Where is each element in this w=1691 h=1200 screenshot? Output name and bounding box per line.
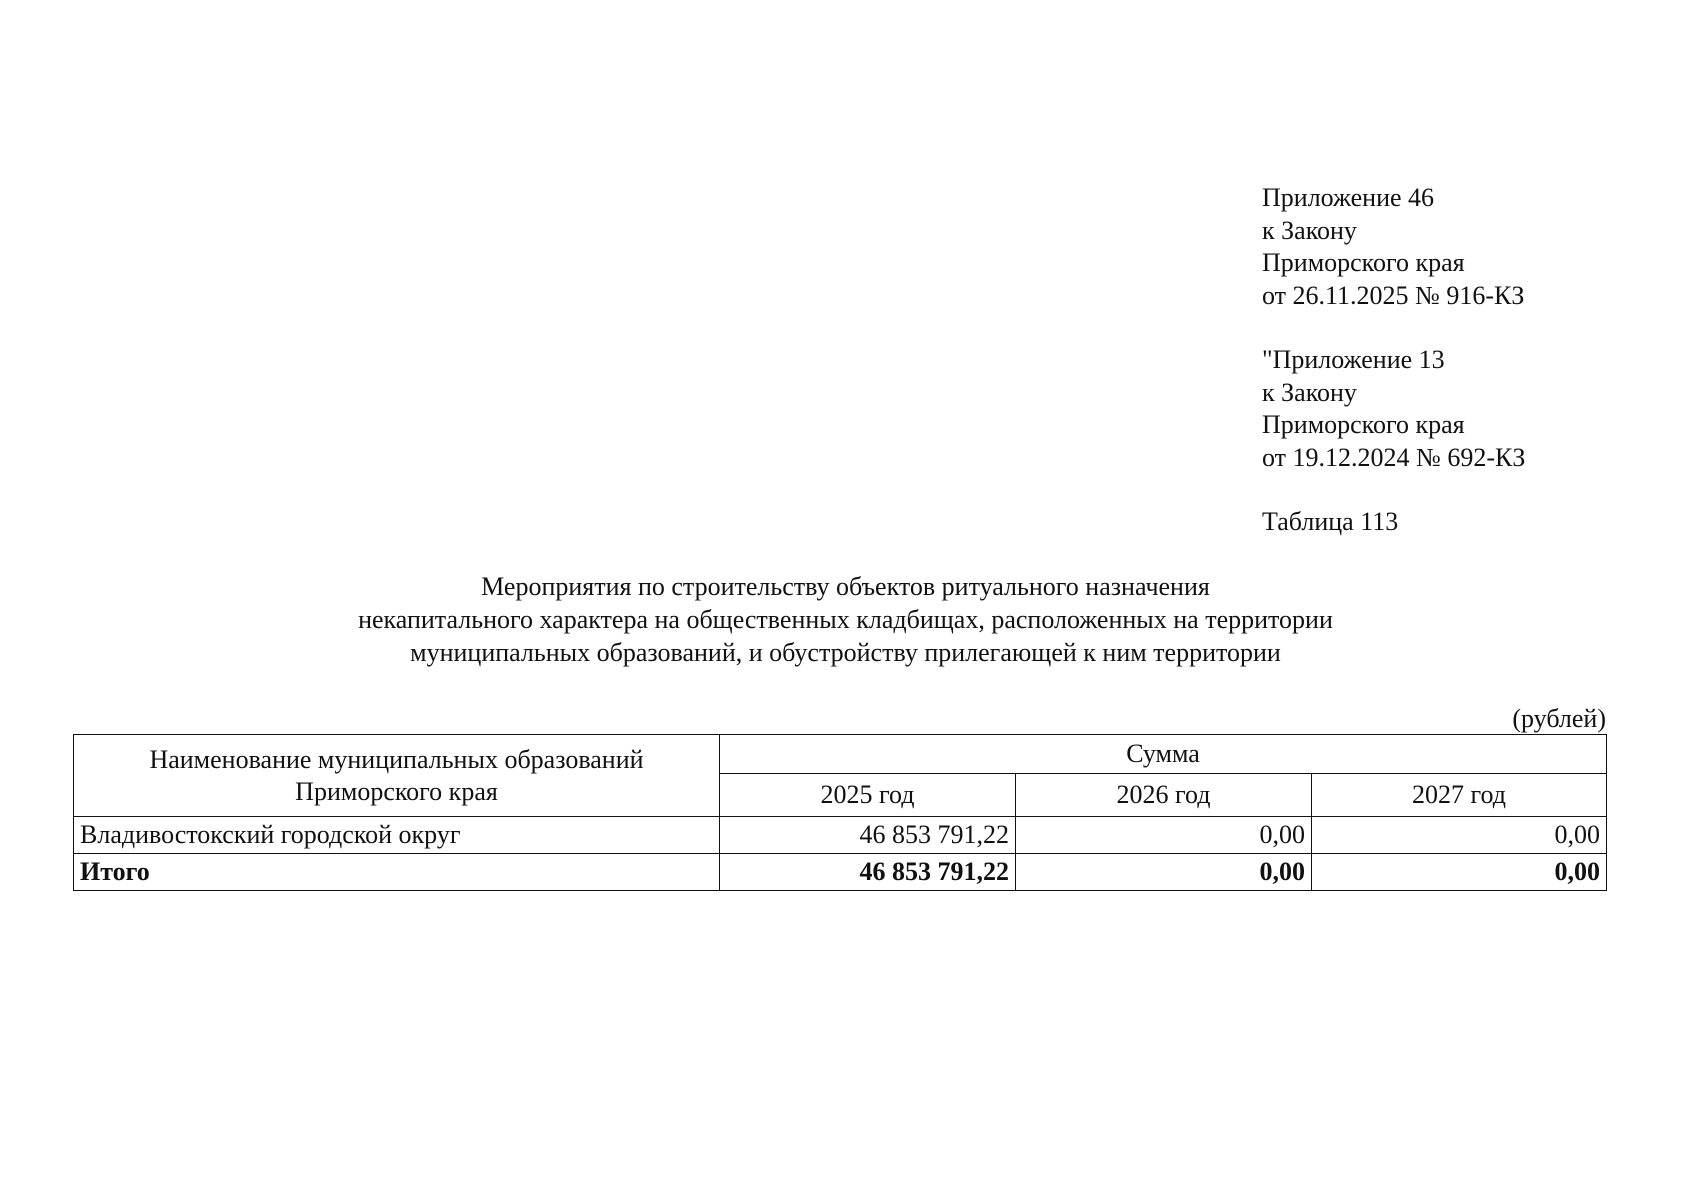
appendix-previous-line: Приморского края [1262, 410, 1465, 439]
spacer [1262, 474, 1525, 506]
header-year: 2026 год [1016, 774, 1312, 817]
row-value: 0,00 [1312, 817, 1607, 854]
appendix-block [1262, 182, 1525, 539]
total-value: 0,00 [1016, 854, 1312, 891]
header-name-line: Наименование муниципальных образований [149, 744, 644, 774]
appendix-current-line: Приморского края [1262, 248, 1465, 277]
title-line: Мероприятия по строительству объектов ритуального назначения [481, 572, 1210, 601]
document-title [0, 570, 1691, 669]
total-value: 46 853 791,22 [720, 854, 1016, 891]
appendix-previous-line: к Закону [1262, 377, 1357, 407]
total-label: Итого [74, 854, 720, 891]
appendix-previous-line: от 19.12.2024 № 692-КЗ [1262, 442, 1526, 472]
header-name [74, 735, 720, 817]
total-value: 0,00 [1312, 854, 1607, 891]
data-table [73, 734, 1607, 891]
table-row [74, 817, 1607, 854]
appendix-current-line: к Закону [1262, 215, 1357, 245]
table-label: Таблица 113 [1262, 507, 1399, 536]
row-name: Владивостокский городской округ [74, 817, 720, 854]
spacer [1262, 312, 1525, 344]
header-year: 2025 год [720, 774, 1016, 817]
header-year: 2027 год [1312, 774, 1607, 817]
row-value: 0,00 [1016, 817, 1312, 854]
header-sum: Сумма [720, 735, 1607, 774]
title-line: некапитального характера на общественных кладбищах, расположенных на территории [358, 605, 1333, 634]
appendix-previous-line: "Приложение 13 [1262, 345, 1445, 374]
row-value: 46 853 791,22 [720, 817, 1016, 854]
title-line: муниципальных образований, и обустройству прилегающей к ним территории [410, 638, 1281, 667]
appendix-current-line: Приложение 46 [1262, 183, 1435, 212]
units-label: (рублей) [1512, 704, 1606, 733]
header-name-line: Приморского края [295, 776, 498, 806]
total-row [74, 854, 1607, 891]
appendix-current-line: от 26.11.2025 № 916-КЗ [1262, 280, 1525, 310]
